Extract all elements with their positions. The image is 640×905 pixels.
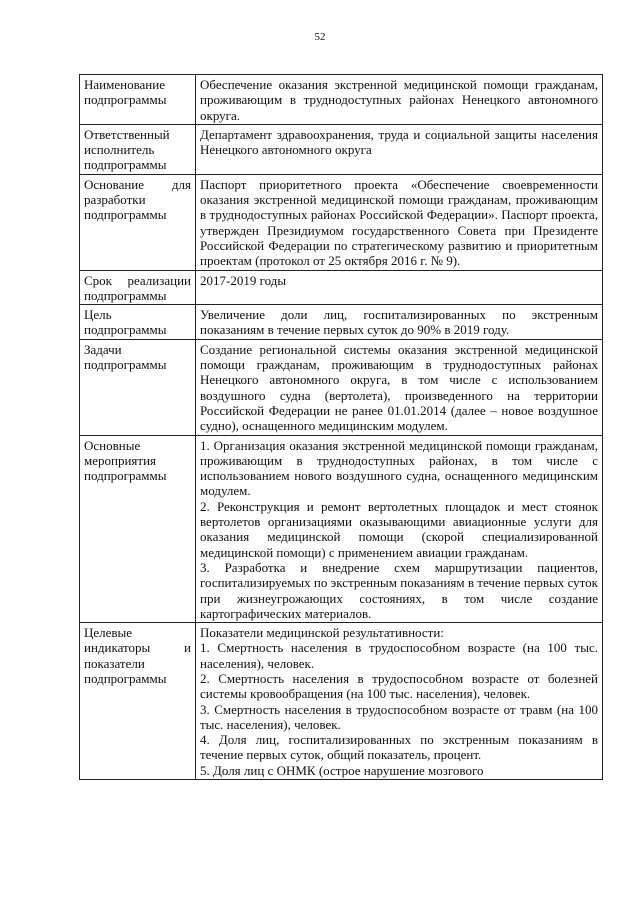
value-paragraph: Паспорт приоритетного проекта «Обеспечение своевременности оказания экстренной медицинской помощи гражданам, проживающим в труднодоступных районах Российской Федерации». Паспорт проекта, утвержден Президиумом государственного Совета при Президенте Российской Федерации по стратегическому развитию и приоритетным проектам (протокол от 25 октября 2016 г. № 9). [200,176,598,269]
row-value [196,174,603,270]
value-paragraph: Увеличение доли лиц, госпитализированных по экстренным показаниям в течение первых суток до 90% в 2019 году. [200,307,598,338]
value-paragraph: 3. Разработка и внедрение схем маршрутизации пациентов, госпитализируемых по экстренным показаниям в течение первых суток при жизнеугрожающих состояниях, в том числе создание картографических материалов. [200,559,598,621]
value-paragraph: Создание региональной системы оказания экстренной медицинской помощи гражданам, проживающим в труднодоступных районах Ненецкого автономного округа, в том числе с использованием воздушного судна (вертолета), произведенного на территории Российской Федерации не ранее 01.01.2014 (далее – новое воздушное судно), оснащенного медицинским модулем. [200,341,598,434]
passport-row-tasks [80,339,603,435]
value-paragraph: 4. Доля лиц, госпитализированных по экстренным показаниям в течение первых суток, общий показатель, процент. [200,732,598,763]
row-label: Наименование подпрограммы [80,75,196,125]
value-paragraph: Показатели медицинской результативности: [200,625,444,641]
row-label: Ответственный исполнитель подпрограммы [80,124,196,174]
value-paragraph: 2017-2019 годы [200,272,287,288]
subprogram-passport-table [79,74,603,780]
row-label: Основные мероприятия подпрограммы [80,435,196,623]
value-paragraph: 1. Организация оказания экстренной медицинской помощи гражданам, проживающим в труднодоступных районах, в том числе с использованием нового воздушного судна, оснащенного медицинским модулем. [200,437,598,499]
passport-row-basis [80,174,603,270]
row-label: Срок реализации подпрограммы [80,270,196,305]
row-label: Цель подпрограммы [80,305,196,340]
row-value [196,124,603,174]
passport-row-name [80,75,603,125]
row-label: Задачи подпрограммы [80,339,196,435]
row-value [196,623,603,780]
row-value [196,339,603,435]
value-paragraph: Департамент здравоохранения, труда и социальной защиты населения Ненецкого автономного округа [200,126,598,158]
page-number: 52 [314,31,326,43]
row-value [196,75,603,125]
passport-row-term [80,270,603,305]
passport-row-goal [80,305,603,340]
passport-row-activities [80,435,603,623]
row-value [196,270,603,305]
row-value [196,305,603,340]
value-paragraph: 5. Доля лиц с ОНМК (острое нарушение мозгового [200,762,484,778]
passport-row-executor [80,124,603,174]
row-label: Основание для разработки подпрограммы [80,174,196,270]
value-paragraph: 2. Смертность населения в трудоспособном возрасте от болезней системы кровообращения (на 100 тыс. населения), человек. [200,670,598,702]
passport-table-body [80,75,603,780]
value-paragraph: 3. Смертность населения в трудоспособном возрасте от травм (на 100 тыс. населения), человек. [200,701,598,732]
value-paragraph: 1. Смертность населения в трудоспособном возрасте (на 100 тыс. населения), человек. [200,640,598,671]
value-paragraph: 2. Реконструкция и ремонт вертолетных площадок и мест стоянок вертолетов организациями оказывающими авиационные услуги для оказания медицинской помощи (скорой специализированной медицинской помощи) с применением авиации гражданам. [200,498,598,560]
value-paragraph: Обеспечение оказания экстренной медицинской помощи гражданам, проживающим в труднодоступных районах Ненецкого автономного округа. [200,77,598,123]
row-label: Целевые индикаторы и показатели подпрограммы [80,623,196,780]
passport-row-indicators [80,623,603,780]
row-value [196,435,603,623]
